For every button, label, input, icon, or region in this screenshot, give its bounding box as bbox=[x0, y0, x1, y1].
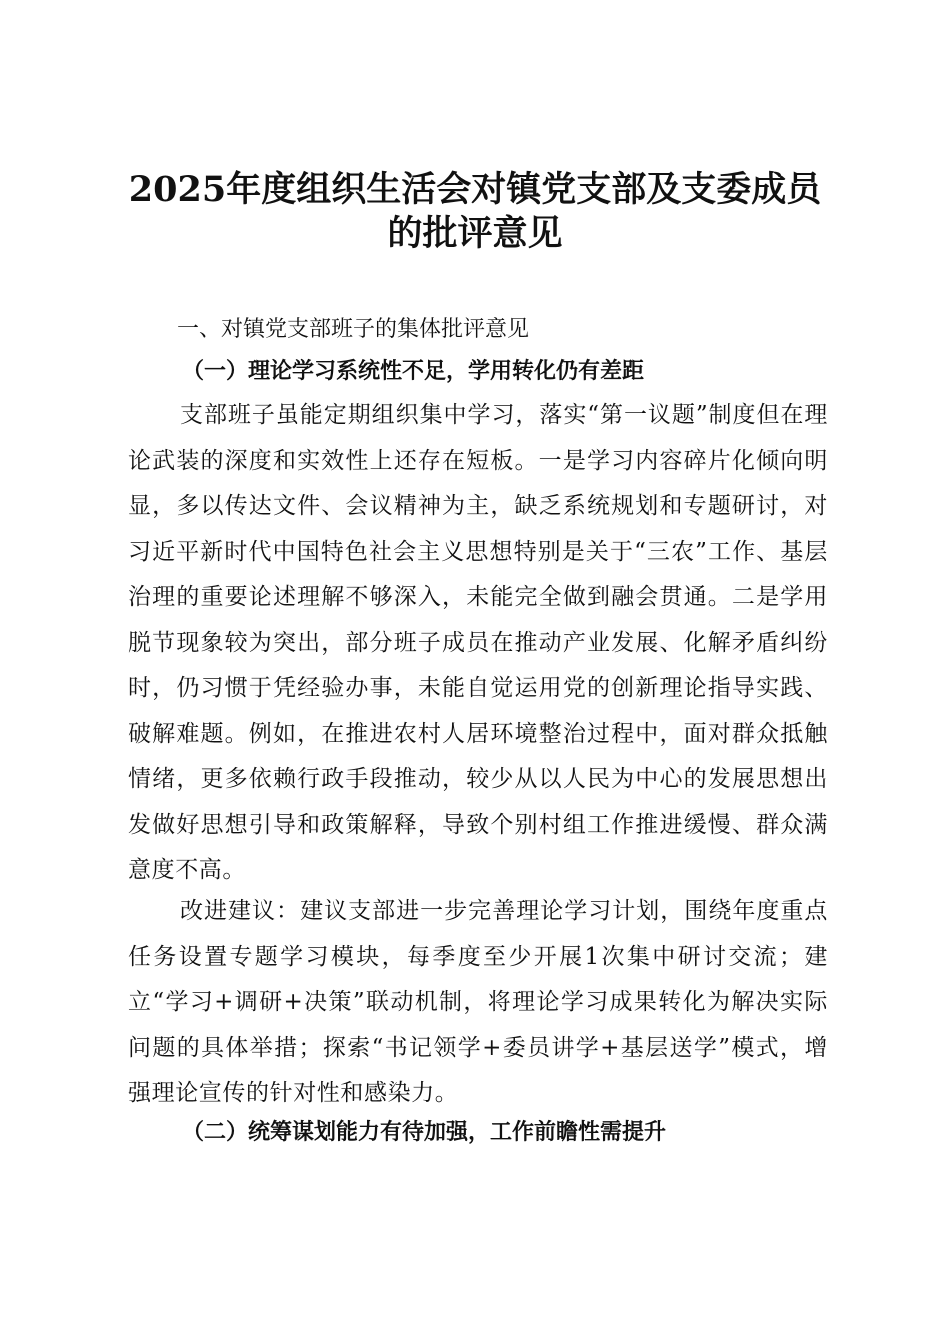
subsection-heading-1: （一）理论学习系统性不足，学用转化仍有差距 bbox=[182, 359, 645, 384]
subsection-1-paragraph: 支部班子虽能定期组织集中学习，落实“第一议题”制度但在理论武装的深度和实效性上还存在短板。一是学习内容碎片化倾向明显，多以传达文件、会议精神为主，缺乏系统规划和专题研讨，对习近平新时代中国特色社会主义思想特别是关于“三农”工作、基层治理的重要论述理解不够深入，未能完全做到融会贯通。二是学用脱节现象较为突出，部分班子成员在推动产业发展、化解矛盾纠纷时，仍习惯于凭经验办事，未能自觉运用党的创新理论指导实践、破解难题。例如，在推进农村人居环境整治过程中，面对群众抵触情绪，更多依赖行政手段推动，较少从以人民为中心的发展思想出发做好思想引导和政策解释，导致个别村组工作推进缓慢、群众满意度不高。 bbox=[128, 402, 828, 883]
section-heading-1: 一、对镇党支部班子的集体批评意见 bbox=[177, 317, 530, 342]
document-title-line-1: 2025年度组织生活会对镇党支部及支委成员 bbox=[128, 169, 822, 210]
subsection-heading-2: （二）统筹谋划能力有待加强，工作前瞻性需提升 bbox=[182, 1120, 667, 1145]
subsection-1-suggestion: 改进建议：建议支部进一步完善理论学习计划，围绕年度重点任务设置专题学习模块，每季度至少开展1次集中研讨交流；建立“学习+调研+决策”联动机制，将理论学习成果转化为解决实际问题的具体举措；探索“书记领学+委员讲学+基层送学”模式，增强理论宣传的针对性和感染力。 bbox=[128, 898, 828, 1106]
document-title-line-2: 的批评意见 bbox=[387, 213, 563, 254]
